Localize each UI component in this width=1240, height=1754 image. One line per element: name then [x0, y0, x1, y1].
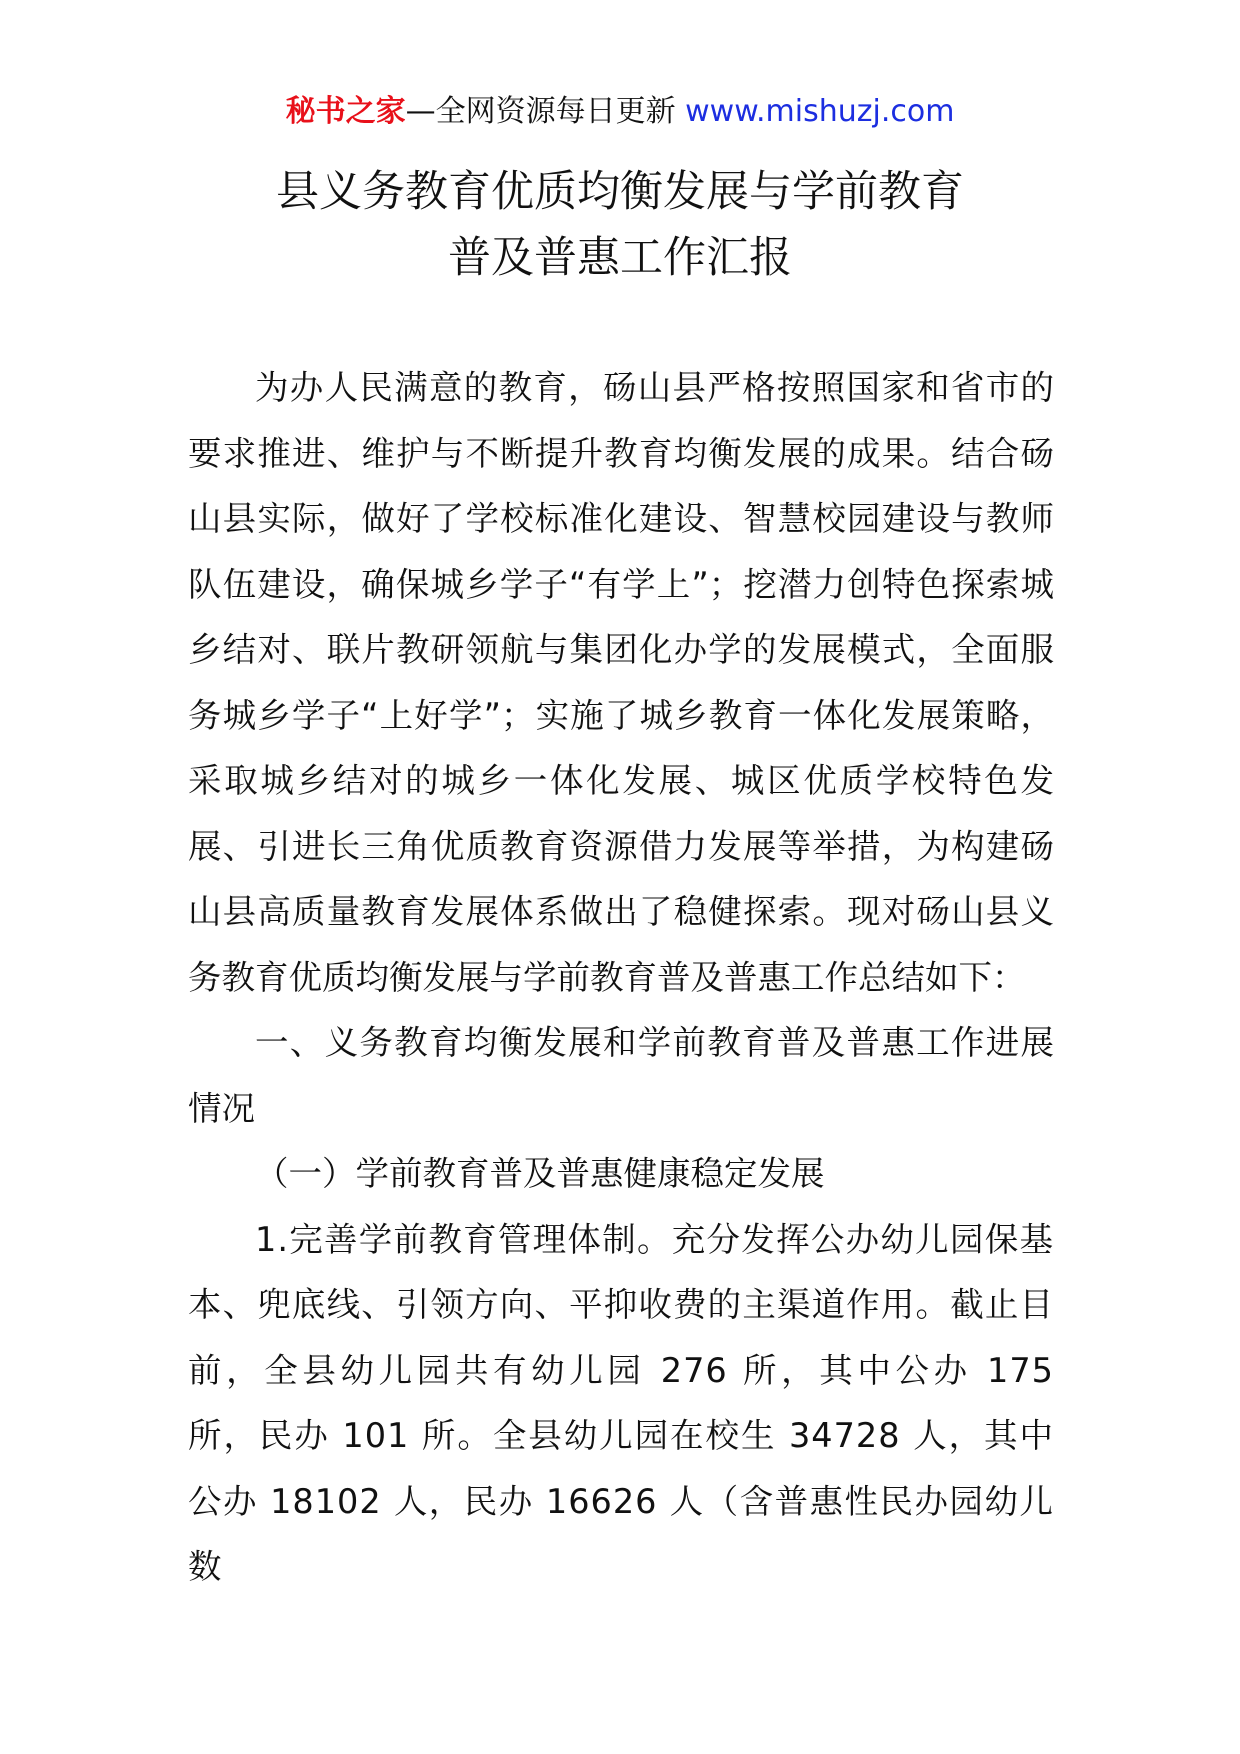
- document-title-line-2: 普及普惠工作汇报: [448, 233, 792, 283]
- intro-paragraph: 为办人民满意的教育，砀山县严格按照国家和省市的要求推进、维护与不断提升教育均衡发展的成果。结合砀山县实际，做好了学校标准化建设、智慧校园建设与教师队伍建设，确保城乡学子“有学上”；挖潜力创特色探索城乡结对、联片教研领航与集团化办学的发展模式，全面服务城乡学子“上好学”；实施了城乡教育一体化发展策略，采取城乡结对的城乡一体化发展、城区优质学校特色发展、引进长三角优质教育资源借力发展等举措，为构建砀山县高质量教育发展体系做出了稳健探索。现对砀山县义务教育优质均衡发展与学前教育普及普惠工作总结如下：: [188, 368, 1054, 997]
- site-url-link[interactable]: www.mishuzj.com: [685, 94, 955, 129]
- document-title-line-1: 县义务教育优质均衡发展与学前教育: [276, 167, 964, 217]
- header-slogan: —全网资源每日更新: [405, 94, 676, 129]
- site-header: [0, 92, 1240, 132]
- subsection-heading: （一）学前教育普及普惠健康稳定发展: [255, 1154, 825, 1193]
- document-body: [188, 355, 1054, 1600]
- section-heading: 一、义务教育均衡发展和学前教育普及普惠工作进展情况: [188, 1023, 1054, 1128]
- content-paragraph: 1.完善学前教育管理体制。充分发挥公办幼儿园保基本、兜底线、引领方向、平抑收费的主渠道作用。截止目前，全县幼儿园共有幼儿园 276 所，其中公办 175 所，民办 101 所。全县幼儿园在校生 34728 人，其中公办 18102 人，民办 16626 人（含普惠性民办园幼儿数: [188, 1219, 1054, 1586]
- brand-name: 秘书之家: [285, 94, 406, 129]
